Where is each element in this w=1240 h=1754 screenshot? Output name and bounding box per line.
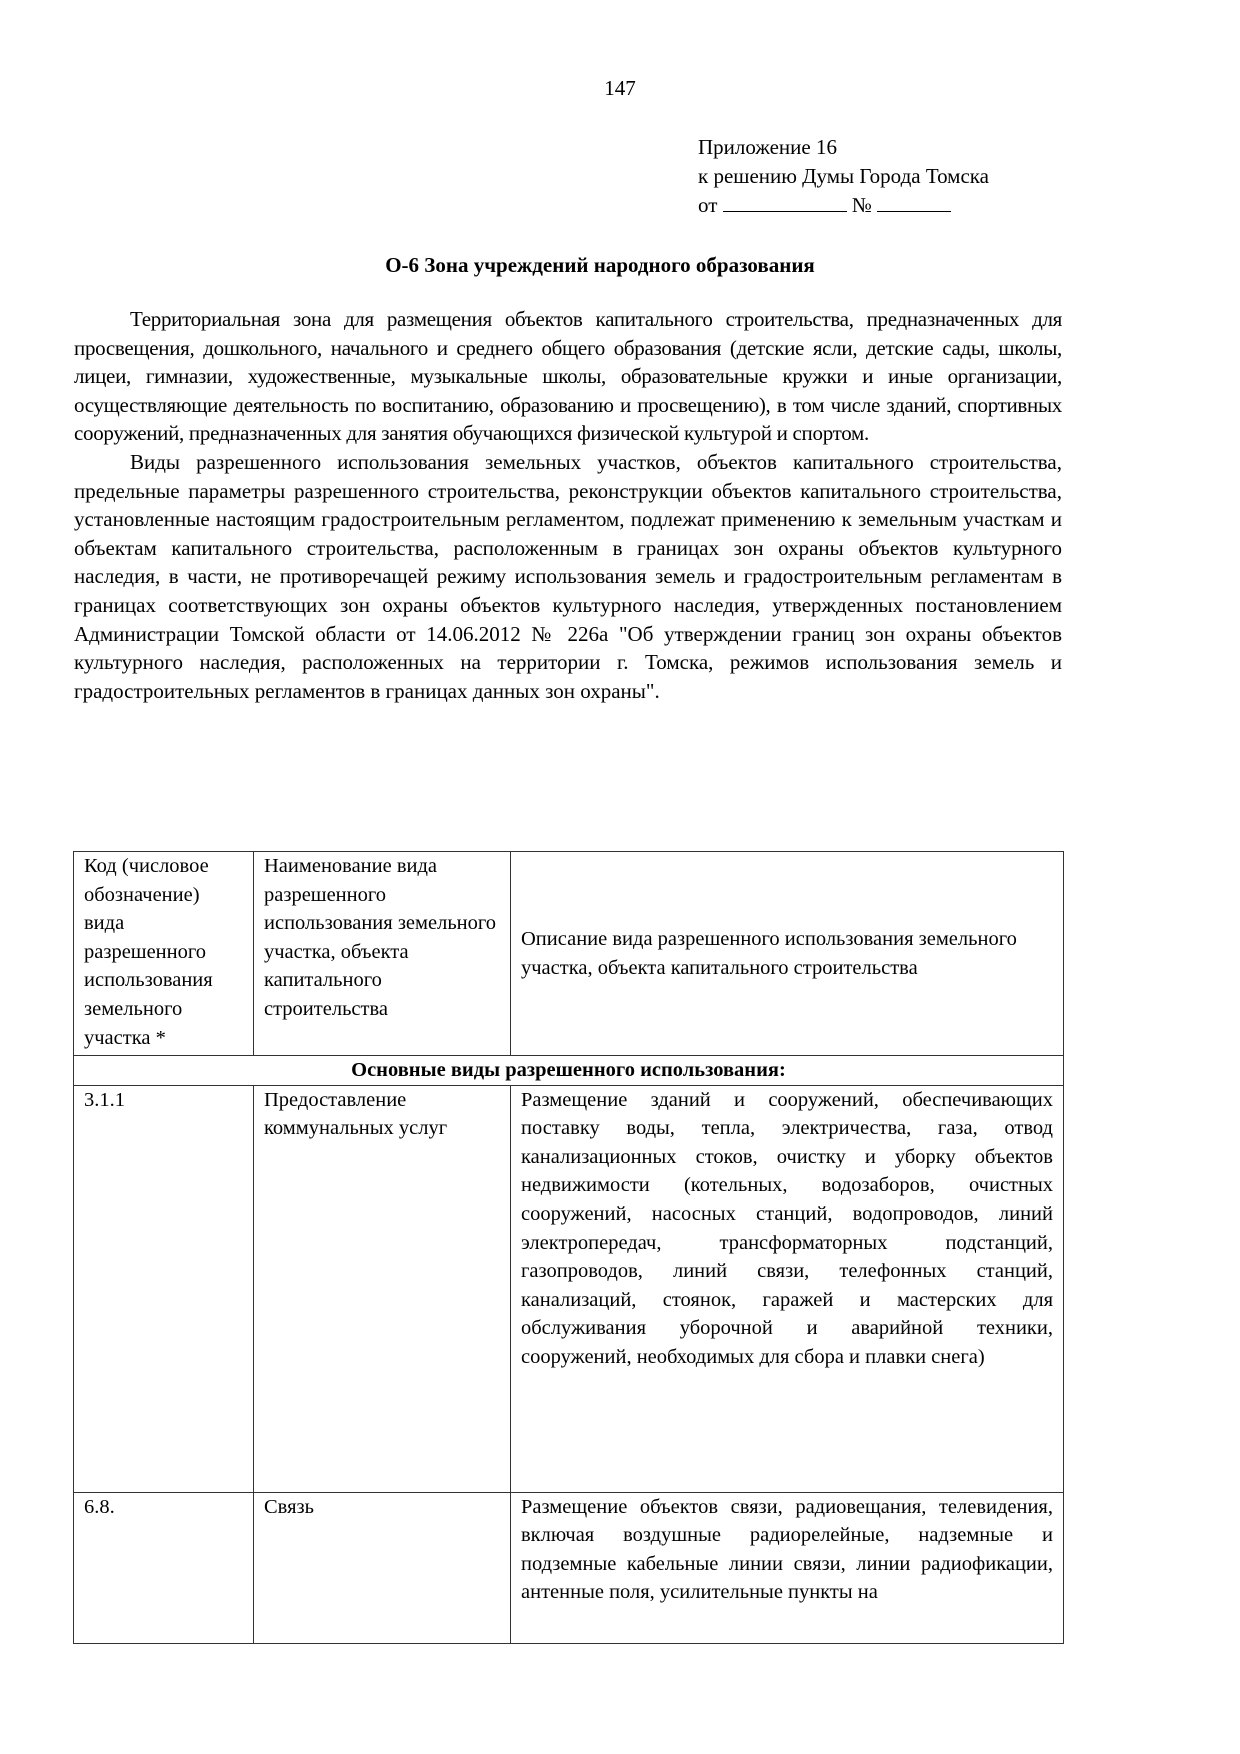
zone-title: О-6 Зона учреждений народного образования (385, 253, 815, 277)
page-number: 147 (604, 76, 636, 100)
section-row (74, 1056, 1064, 1086)
number-sign: № (851, 193, 872, 217)
header-description: Описание вида разрешенного использования земельного участка, объекта капитального строительства (511, 852, 1064, 1056)
row-code: 3.1.1 (74, 1085, 254, 1492)
table-row (74, 1492, 1064, 1643)
number-blank (877, 191, 951, 212)
body-text (74, 305, 1062, 705)
row-code: 6.8. (74, 1492, 254, 1643)
row-name: Связь (254, 1492, 511, 1643)
section-title: Основные виды разрешенного использования: (74, 1056, 1064, 1086)
date-blank (723, 191, 847, 212)
row-name: Предоставление коммунальных услуг (254, 1085, 511, 1492)
appendix-title: Приложение 16 (698, 135, 837, 159)
header-name: Наименование вида разрешенного использования земельного участка, объекта капитального строительства (254, 852, 511, 1056)
header-code: Код (числовое обозначение) вида разрешенного использования земельного участка * (74, 852, 254, 1056)
date-prefix: от (698, 193, 718, 217)
appendix-decision: к решению Думы Города Томска (698, 164, 989, 188)
row-description: Размещение зданий и сооружений, обеспечивающих поставку воды, тепла, электричества, газа, отвод канализационных стоков, очистку и уборку объектов недвижимости (котельных, водозаборов, очистных сооружений, насосных станций, водопроводов, линий электропередач, трансформаторных подстанций, газопроводов, линий связи, телефонных станций, канализаций, стоянок, гаражей и мастерских для обслуживания уборочной и аварийной техники, сооружений, необходимых для сбора и плавки снега) (511, 1085, 1064, 1492)
intro-paragraph: Территориальная зона для размещения объектов капитального строительства, предназначенных для просвещения, дошкольного, начального и среднего общего образования (детские ясли, детские сады, школы, лицеи, гимназии, художественные, музыкальные школы, образовательные кружки и иные организации, осуществляющие деятельность по воспитанию, образованию и просвещению), в том числе зданий, спортивных сооружений, предназначенных для занятия обучающихся физической культурой и спортом. (74, 307, 1062, 446)
table-row (74, 1085, 1064, 1492)
table-header-row (74, 852, 1064, 1056)
regulation-paragraph: Виды разрешенного использования земельных участков, объектов капитального строительства, предельные параметры разрешенного строительства, реконструкции объектов капитального строительства, установленные настоящим градостроительным регламентом, подлежат применению к земельным участкам и объектам капитального строительства, расположенным в границах зон охраны объектов культурного наследия, в части, не противоречащей режиму использования земель и градостроительным регламентам в границах соответствующих зон охраны объектов культурного наследия, утвержденных постановлением Администрации Томской области от 14.06.2012 № 226а "Об утверждении границ зон охраны объектов культурного наследия, расположенных на территории г. Томска, режимов использования земель и градостроительных регламентов в границах данных зон охраны". (74, 449, 1062, 703)
appendix-date-number (698, 191, 989, 220)
row-description: Размещение объектов связи, радиовещания, телевидения, включая воздушные радиорелейные, надземные и подземные кабельные линии связи, линии радиофикации, антенные поля, усилительные пункты на (511, 1492, 1064, 1643)
appendix-header (698, 133, 989, 220)
permitted-uses-table (73, 851, 1064, 1644)
